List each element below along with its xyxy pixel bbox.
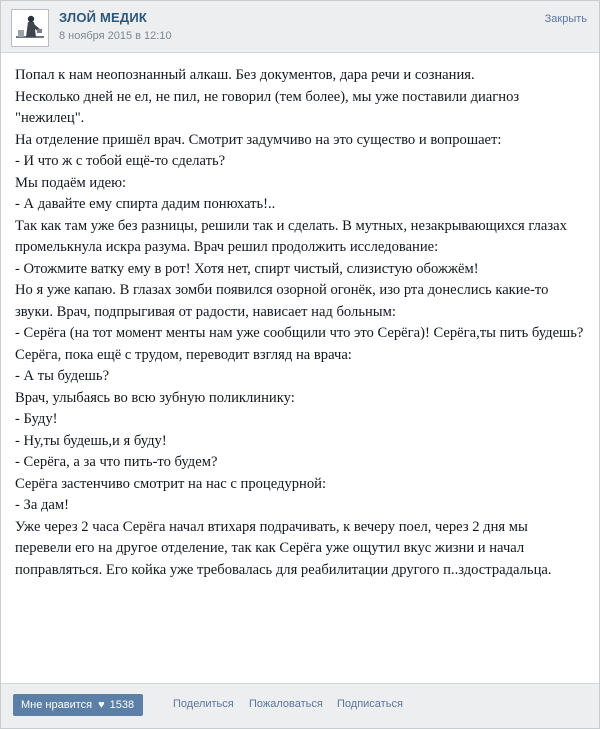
close-link[interactable]: Закрыть	[544, 13, 587, 25]
post-paragraph: Так как там уже без разницы, решили так и сделать. В мутных, незакрывающихся глазах промелькнула искра разума. Врач решил продолжить исследование:	[15, 217, 567, 255]
post-paragraph: - Серёга (на тот момент менты нам уже сообщили что это Серёга)! Серёга,ты пить будешь?	[15, 325, 584, 341]
post-paragraph: Врач, улыбаясь во всю зубную поликлинику:	[15, 389, 295, 406]
post-paragraph: Серёга, пока ещё с трудом, переводит взгляд на врача:	[15, 346, 352, 363]
group-name[interactable]: ЗЛОЙ МЕДИК	[59, 10, 148, 25]
post-paragraph: - А давайте ему спирта дадим понюхать!..	[15, 196, 276, 212]
post-header	[1, 1, 599, 53]
report-link[interactable]: Пожаловаться	[249, 698, 323, 710]
post-paragraph: Уже через 2 часа Серёга начал втихаря подрачивать, к вечеру поел, через 2 дня мы перевели его на другое отделение, так как Серёга уже ощутил вкус жизни и начал поправляться. Его койка уже требовалась для реабилитации другого п..здострадальца.	[15, 518, 552, 578]
post-paragraph: Несколько дней не ел, не пил, не говорил (тем более), мы уже поставили диагноз "нежилец".	[15, 88, 520, 126]
post-paragraph: - Буду!	[15, 411, 58, 427]
post-text	[1, 53, 599, 581]
post-paragraph: - Отожмите ватку ему в рот! Хотя нет, спирт чистый, слизистую обожжём!	[15, 260, 479, 277]
post-paragraph: Попал к нам неопознанный алкаш. Без документов, дара речи и сознания.	[15, 67, 475, 83]
post-paragraph: - За дам!	[15, 497, 69, 513]
post-paragraph: Серёга застенчиво смотрит на нас с процедурной:	[15, 475, 327, 492]
like-button-label: Мне нравится	[21, 699, 93, 711]
heart-icon: ♥	[98, 698, 105, 711]
doctor-avatar-icon	[12, 10, 48, 46]
like-button[interactable]	[13, 694, 143, 716]
post-footer	[1, 683, 599, 728]
post-paragraph: Мы подаём идею:	[15, 174, 127, 191]
subscribe-link[interactable]: Подписаться	[337, 698, 403, 710]
post-paragraph: - Ну,ты будешь,и я буду!	[15, 432, 167, 449]
post-paragraph: На отделение пришёл врач. Смотрит задумчиво на это существо и вопрошает:	[15, 131, 502, 148]
post-paragraph: - И что ж с тобой ещё-то сделать?	[15, 153, 226, 169]
like-count: 1538	[109, 699, 135, 711]
post-date: 8 ноября 2015 в 12:10	[59, 30, 172, 42]
share-link[interactable]: Поделиться	[173, 698, 234, 710]
avatar[interactable]	[11, 9, 49, 47]
post-paragraph: Но я уже капаю. В глазах зомби появился озорной огонёк, изо рта донеслись какие-то звуки. Врач, подпрыгивая от радости, нависает над больным:	[15, 282, 549, 320]
post-paragraph: - Серёга, а за что пить-то будем?	[15, 454, 218, 470]
post-paragraph: - А ты будешь?	[15, 368, 110, 384]
